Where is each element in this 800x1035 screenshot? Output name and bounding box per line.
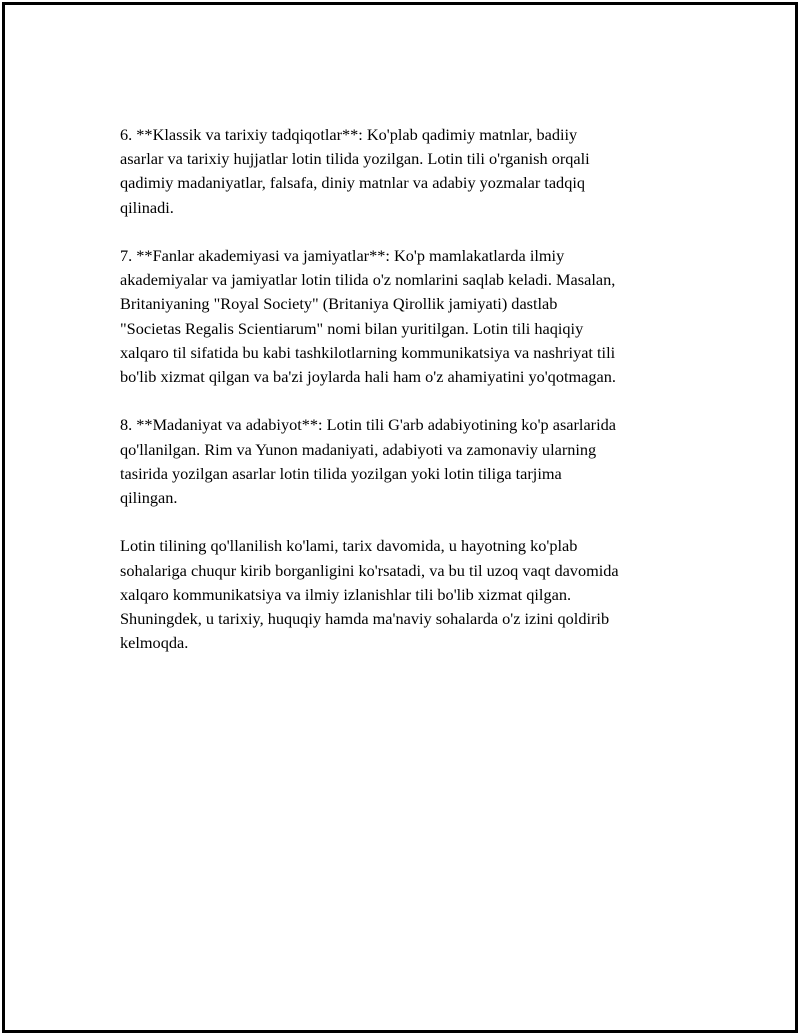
text-line: 7. **Fanlar akademiyasi va jamiyatlar**: Ko'p mamlakatlarda ilmiy	[120, 246, 565, 265]
text-line: "Societas Regalis Scientiarum" nomi bilan yuritilgan. Lotin tili haqiqiy	[120, 318, 584, 338]
paragraph-conclusion	[120, 534, 700, 655]
text-line: 8. **Madaniyat va adabiyot**: Lotin tili G'arb adabiyotining ko'p asarlarida	[120, 415, 616, 435]
text-line: asarlar va tarixiy hujjatlar lotin tilida yozilgan. Lotin tili o'rganish orqali	[120, 149, 590, 169]
text-line: Britaniyaning "Royal Society" (Britaniya Qirollik jamiyati) dastlab	[120, 294, 558, 314]
document-body	[120, 123, 700, 680]
text-line: bo'lib xizmat qilgan va ba'zi joylarda hali ham o'z ahamiyatini yo'qotmagan.	[120, 367, 616, 387]
text-line: 6. **Klassik va tarixiy tadqiqotlar**: Ko'plab qadimiy matnlar, badiiy	[120, 125, 578, 144]
text-line: qilinadi.	[120, 197, 174, 217]
text-line: qilingan.	[120, 488, 178, 508]
document-page	[2, 2, 798, 1033]
text-line: Shuningdek, u tarixiy, huquqiy hamda ma'naviy sohalarda o'z izini qoldirib	[120, 609, 610, 629]
paragraph-classical-studies	[120, 123, 700, 220]
paragraph-culture-literature	[120, 413, 700, 510]
text-line: xalqaro til sifatida bu kabi tashkilotlarning kommunikatsiya va nashriyat tili	[120, 342, 616, 362]
text-line: qo'llanilgan. Rim va Yunon madaniyati, adabiyoti va zamonaviy ularning	[120, 439, 597, 459]
text-line: sohalariga chuqur kirib borganligini ko'rsatadi, va bu til uzoq vaqt davomida	[120, 560, 619, 580]
text-line: Lotin tilining qo'llanilish ko'lami, tarix davomida, u hayotning ko'plab	[120, 536, 578, 556]
text-line: qadimiy madaniyatlar, falsafa, diniy matnlar va adabiy yozmalar tadqiq	[120, 173, 586, 193]
paragraph-academies	[120, 244, 700, 389]
text-line: akademiyalar va jamiyatlar lotin tilida o'z nomlarini saqlab keladi. Masalan,	[120, 270, 616, 290]
text-line: xalqaro kommunikatsiya va ilmiy izlanishlar tili bo'lib xizmat qilgan.	[120, 584, 572, 604]
text-line: tasirida yozilgan asarlar lotin tilida yozilgan yoki lotin tiliga tarjima	[120, 463, 562, 483]
text-line: kelmoqda.	[120, 633, 189, 653]
